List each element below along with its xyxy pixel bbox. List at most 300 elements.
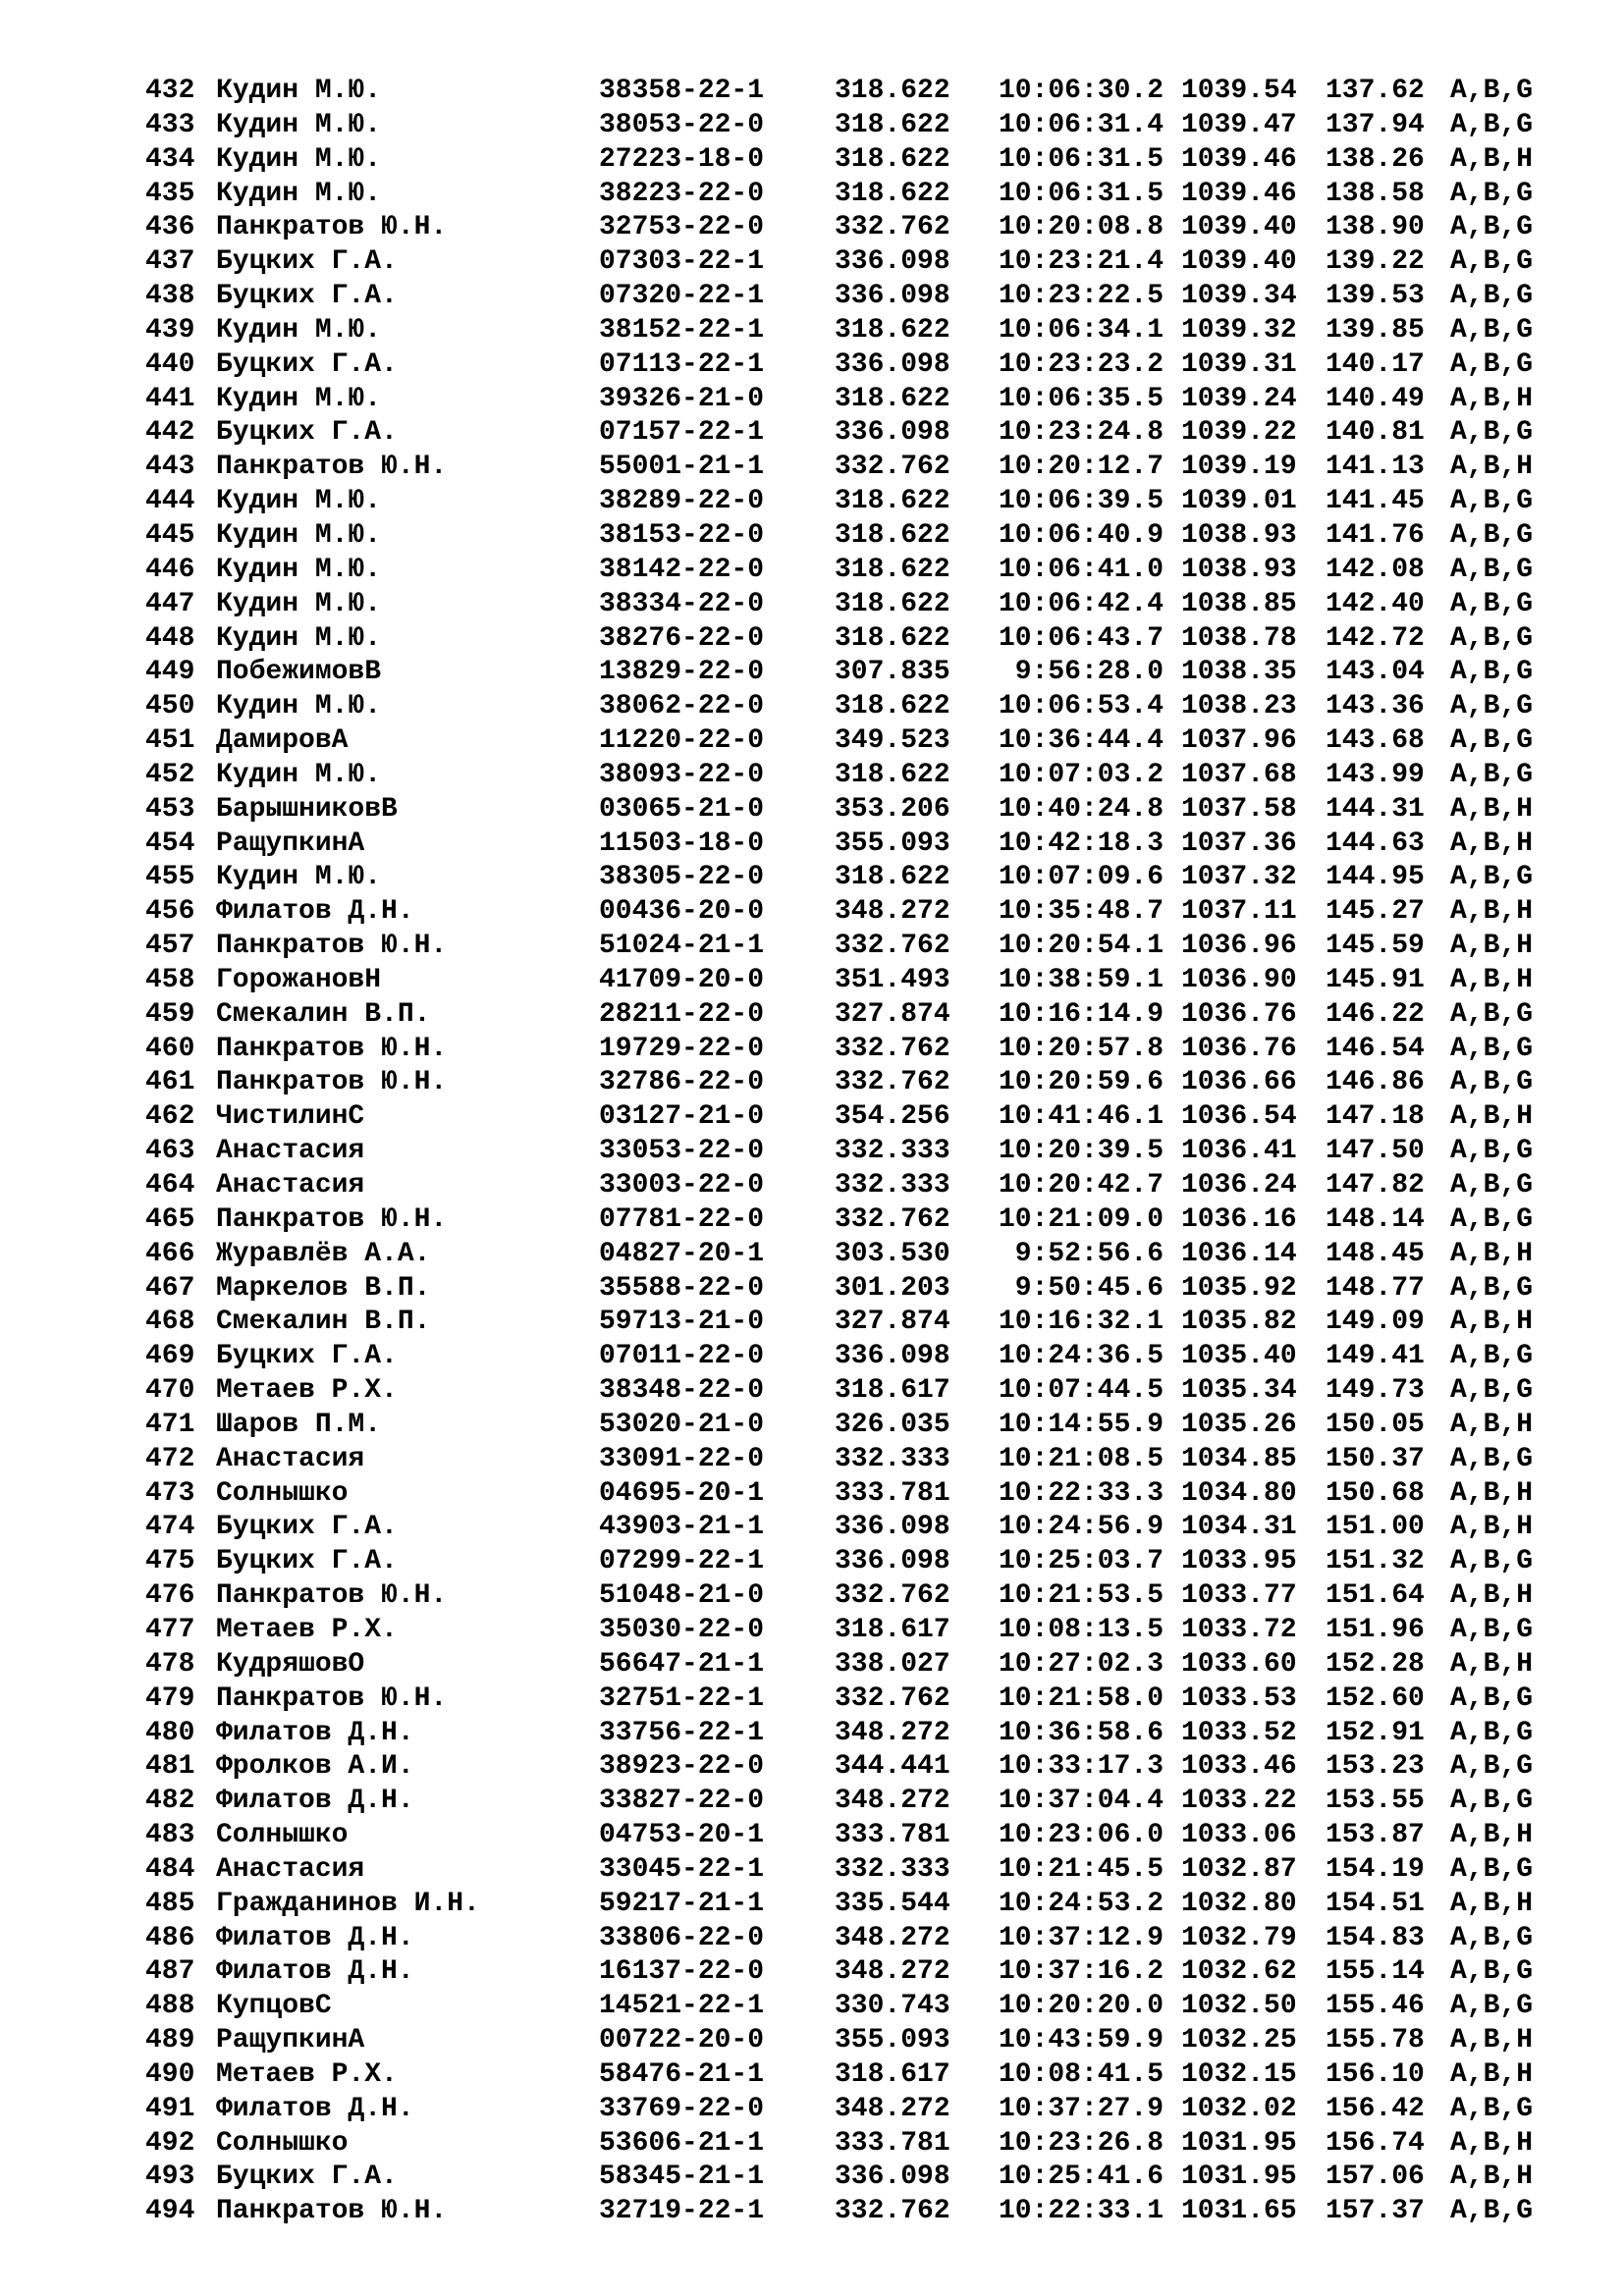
participant-name: Панкратов Ю.Н. (216, 452, 448, 483)
flags-cell: A,B,G (1450, 2093, 1534, 2124)
table-row (0, 1306, 1624, 1340)
table-row (0, 1477, 1624, 1512)
registration-code: 07303-22-1 (599, 246, 765, 278)
time-cell: 10:20:42.7 (998, 1170, 1164, 1201)
row-number: 438 (145, 281, 195, 312)
time-cell: 10:06:30.2 (998, 76, 1164, 106)
azimuth-cell: 142.08 (1326, 554, 1425, 585)
registration-code: 38276-22-0 (599, 622, 765, 654)
distance-cell: 1035.34 (1181, 1375, 1297, 1407)
participant-name: Метаев Р.Х. (216, 2058, 398, 2090)
value-cell: 318.622 (835, 588, 950, 619)
flags-cell: A,B,G (1450, 862, 1534, 893)
flags-cell: A,B,G (1450, 178, 1534, 209)
azimuth-cell: 145.59 (1326, 931, 1425, 962)
participant-name: Буцких Г.А. (216, 1341, 398, 1372)
azimuth-cell: 154.51 (1326, 1888, 1425, 1919)
time-cell: 10:06:34.1 (998, 314, 1164, 346)
registration-code: 38358-22-1 (599, 76, 765, 106)
azimuth-cell: 144.95 (1326, 862, 1425, 893)
azimuth-cell: 147.50 (1326, 1136, 1425, 1167)
time-cell: 10:20:54.1 (998, 931, 1164, 962)
distance-cell: 1031.95 (1181, 2127, 1297, 2159)
flags-cell: A,B,G (1450, 691, 1534, 722)
participant-name: Панкратов Ю.Н. (216, 1067, 448, 1098)
time-cell: 10:24:36.5 (998, 1341, 1164, 1372)
registration-code: 38152-22-1 (599, 314, 765, 346)
table-row (0, 1340, 1624, 1374)
row-number: 464 (145, 1170, 195, 1201)
participant-name: Филатов Д.Н. (216, 1786, 414, 1817)
azimuth-cell: 143.68 (1326, 725, 1425, 757)
flags-cell: A,B,H (1450, 931, 1534, 962)
distance-cell: 1032.15 (1181, 2058, 1297, 2090)
flags-cell: A,B,H (1450, 896, 1534, 928)
participant-name: Кудин М.Ю. (216, 862, 382, 893)
flags-cell: A,B,G (1450, 1751, 1534, 1783)
registration-code: 33053-22-0 (599, 1136, 765, 1167)
time-cell: 10:37:27.9 (998, 2093, 1164, 2124)
distance-cell: 1039.47 (1181, 109, 1297, 140)
participant-name: Кудин М.Ю. (216, 554, 382, 585)
distance-cell: 1033.22 (1181, 1786, 1297, 1817)
time-cell: 10:23:26.8 (998, 2127, 1164, 2159)
time-cell: 10:06:43.7 (998, 622, 1164, 654)
value-cell: 348.272 (835, 1786, 950, 1817)
registration-code: 38348-22-0 (599, 1375, 765, 1407)
time-cell: 10:07:09.6 (998, 862, 1164, 893)
registration-code: 13829-22-0 (599, 657, 765, 688)
flags-cell: A,B,G (1450, 519, 1534, 551)
flags-cell: A,B,G (1450, 1922, 1534, 1953)
participant-name: Маркелов В.П. (216, 1272, 431, 1304)
registration-code: 59217-21-1 (599, 1888, 765, 1919)
azimuth-cell: 156.74 (1326, 2127, 1425, 2159)
azimuth-cell: 152.91 (1326, 1717, 1425, 1748)
table-row (0, 998, 1624, 1033)
table-row (0, 383, 1624, 417)
distance-cell: 1039.34 (1181, 281, 1297, 312)
table-row (0, 143, 1624, 178)
value-cell: 332.333 (835, 1136, 950, 1167)
row-number: 457 (145, 931, 195, 962)
distance-cell: 1038.35 (1181, 657, 1297, 688)
distance-cell: 1036.66 (1181, 1067, 1297, 1098)
azimuth-cell: 140.49 (1326, 383, 1425, 414)
registration-code: 35030-22-0 (599, 1614, 765, 1645)
time-cell: 10:08:13.5 (998, 1614, 1164, 1645)
azimuth-cell: 151.32 (1326, 1546, 1425, 1577)
time-cell: 10:24:56.9 (998, 1512, 1164, 1543)
flags-cell: A,B,H (1450, 1307, 1534, 1338)
time-cell: 10:23:06.0 (998, 1820, 1164, 1851)
table-row (0, 2127, 1624, 2162)
table-row (0, 1717, 1624, 1751)
azimuth-cell: 138.58 (1326, 178, 1425, 209)
registration-code: 33756-22-1 (599, 1717, 765, 1748)
flags-cell: A,B,G (1450, 1067, 1534, 1098)
distance-cell: 1037.11 (1181, 896, 1297, 928)
participant-name: Кудин М.Ю. (216, 588, 382, 619)
row-number: 467 (145, 1272, 195, 1304)
row-number: 470 (145, 1375, 195, 1407)
flags-cell: A,B,G (1450, 281, 1534, 312)
table-row (0, 280, 1624, 314)
flags-cell: A,B,G (1450, 588, 1534, 619)
table-row (0, 1272, 1624, 1307)
azimuth-cell: 146.86 (1326, 1067, 1425, 1098)
row-number: 484 (145, 1853, 195, 1885)
row-number: 466 (145, 1238, 195, 1269)
distance-cell: 1033.77 (1181, 1580, 1297, 1612)
registration-code: 27223-18-0 (599, 143, 765, 175)
time-cell: 10:06:42.4 (998, 588, 1164, 619)
registration-code: 33045-22-1 (599, 1853, 765, 1885)
participant-name: Кудин М.Ю. (216, 486, 382, 517)
time-cell: 10:21:45.5 (998, 1853, 1164, 1885)
time-cell: 10:20:39.5 (998, 1136, 1164, 1167)
flags-cell: A,B,H (1450, 793, 1534, 825)
flags-cell: A,B,H (1450, 1477, 1534, 1509)
flags-cell: A,B,G (1450, 1614, 1534, 1645)
registration-code: 41709-20-0 (599, 964, 765, 995)
registration-code: 11503-18-0 (599, 828, 765, 859)
time-cell: 10:24:53.2 (998, 1888, 1164, 1919)
participant-name: Буцких Г.А. (216, 417, 398, 449)
time-cell: 10:23:23.2 (998, 348, 1164, 380)
distance-cell: 1037.36 (1181, 828, 1297, 859)
participant-name: ГорожановН (216, 964, 382, 995)
participant-name: Филатов Д.Н. (216, 896, 414, 928)
flags-cell: A,B,G (1450, 1203, 1534, 1235)
value-cell: 332.762 (835, 1580, 950, 1612)
distance-cell: 1038.78 (1181, 622, 1297, 654)
registration-code: 56647-21-1 (599, 1648, 765, 1680)
distance-cell: 1036.24 (1181, 1170, 1297, 1201)
distance-cell: 1036.54 (1181, 1101, 1297, 1133)
row-number: 463 (145, 1136, 195, 1167)
table-row (0, 1545, 1624, 1579)
value-cell: 336.098 (835, 281, 950, 312)
distance-cell: 1032.62 (1181, 1956, 1297, 1988)
row-number: 494 (145, 2196, 195, 2227)
registration-code: 35588-22-0 (599, 1272, 765, 1304)
time-cell: 10:35:48.7 (998, 896, 1164, 928)
time-cell: 10:21:58.0 (998, 1682, 1164, 1714)
table-row (0, 1648, 1624, 1682)
table-row (0, 245, 1624, 280)
flags-cell: A,B,H (1450, 1101, 1534, 1133)
row-number: 455 (145, 862, 195, 893)
table-row (0, 1066, 1624, 1100)
value-cell: 318.622 (835, 383, 950, 414)
value-cell: 335.544 (835, 1888, 950, 1919)
participant-name: Панкратов Ю.Н. (216, 1580, 448, 1612)
time-cell: 10:20:57.8 (998, 1033, 1164, 1064)
registration-code: 58345-21-1 (599, 2162, 765, 2193)
flags-cell: A,B,G (1450, 76, 1534, 106)
value-cell: 332.333 (835, 1853, 950, 1885)
value-cell: 303.530 (835, 1238, 950, 1269)
registration-code: 28211-22-0 (599, 998, 765, 1030)
time-cell: 10:33:17.3 (998, 1751, 1164, 1783)
time-cell: 10:20:20.0 (998, 1991, 1164, 2022)
table-row (0, 1888, 1624, 1922)
table-row (0, 1682, 1624, 1717)
flags-cell: A,B,G (1450, 486, 1534, 517)
row-number: 452 (145, 759, 195, 790)
participant-name: Панкратов Ю.Н. (216, 212, 448, 243)
participant-name: Кудин М.Ю. (216, 314, 382, 346)
flags-cell: A,B,H (1450, 828, 1534, 859)
flags-cell: A,B,G (1450, 725, 1534, 757)
table-row (0, 930, 1624, 964)
time-cell: 10:06:31.4 (998, 109, 1164, 140)
time-cell: 10:23:21.4 (998, 246, 1164, 278)
azimuth-cell: 151.00 (1326, 1512, 1425, 1543)
participant-name: Буцких Г.А. (216, 348, 398, 380)
participant-name: Метаев Р.Х. (216, 1375, 398, 1407)
participant-name: Кудин М.Ю. (216, 178, 382, 209)
table-row (0, 1922, 1624, 1956)
time-cell: 9:56:28.0 (1014, 657, 1164, 688)
azimuth-cell: 155.78 (1326, 2025, 1425, 2056)
registration-code: 04827-20-1 (599, 1238, 765, 1269)
participant-name: Панкратов Ю.Н. (216, 1682, 448, 1714)
registration-code: 38305-22-0 (599, 862, 765, 893)
distance-cell: 1033.46 (1181, 1751, 1297, 1783)
registration-code: 19729-22-0 (599, 1033, 765, 1064)
time-cell: 9:50:45.6 (1014, 1272, 1164, 1304)
value-cell: 318.622 (835, 862, 950, 893)
time-cell: 10:06:31.5 (998, 143, 1164, 175)
time-cell: 10:22:33.3 (998, 1477, 1164, 1509)
registration-code: 43903-21-1 (599, 1512, 765, 1543)
distance-cell: 1033.06 (1181, 1820, 1297, 1851)
time-cell: 10:37:12.9 (998, 1922, 1164, 1953)
time-cell: 10:43:59.9 (998, 2025, 1164, 2056)
row-number: 434 (145, 143, 195, 175)
table-row (0, 451, 1624, 485)
flags-cell: A,B,G (1450, 348, 1534, 380)
value-cell: 318.622 (835, 143, 950, 175)
table-row (0, 793, 1624, 828)
table-row (0, 2161, 1624, 2195)
value-cell: 355.093 (835, 2025, 950, 2056)
azimuth-cell: 150.37 (1326, 1443, 1425, 1474)
row-number: 465 (145, 1203, 195, 1235)
table-row (0, 554, 1624, 588)
registration-code: 33091-22-0 (599, 1443, 765, 1474)
value-cell: 355.093 (835, 828, 950, 859)
table-row (0, 690, 1624, 724)
participant-name: Филатов Д.Н. (216, 2093, 414, 2124)
distance-cell: 1037.58 (1181, 793, 1297, 825)
azimuth-cell: 155.14 (1326, 1956, 1425, 1988)
flags-cell: A,B,G (1450, 1853, 1534, 1885)
table-row (0, 1374, 1624, 1409)
row-number: 450 (145, 691, 195, 722)
row-number: 440 (145, 348, 195, 380)
participant-name: Анастасия (216, 1170, 365, 1201)
value-cell: 332.333 (835, 1170, 950, 1201)
table-row (0, 314, 1624, 348)
value-cell: 318.622 (835, 178, 950, 209)
value-cell: 348.272 (835, 1956, 950, 1988)
participant-name: Смекалин В.П. (216, 998, 431, 1030)
table-row (0, 1135, 1624, 1169)
distance-cell: 1039.46 (1181, 143, 1297, 175)
value-cell: 318.622 (835, 486, 950, 517)
value-cell: 318.622 (835, 76, 950, 106)
value-cell: 332.762 (835, 212, 950, 243)
flags-cell: A,B,H (1450, 1512, 1534, 1543)
row-number: 443 (145, 452, 195, 483)
distance-cell: 1038.85 (1181, 588, 1297, 619)
table-row (0, 2195, 1624, 2229)
flags-cell: A,B,H (1450, 2058, 1534, 2090)
row-number: 453 (145, 793, 195, 825)
value-cell: 348.272 (835, 1717, 950, 1748)
participant-name: БарышниковВ (216, 793, 398, 825)
registration-code: 38153-22-0 (599, 519, 765, 551)
registration-code: 07113-22-1 (599, 348, 765, 380)
azimuth-cell: 140.17 (1326, 348, 1425, 380)
registration-code: 38223-22-0 (599, 178, 765, 209)
distance-cell: 1036.76 (1181, 1033, 1297, 1064)
row-number: 492 (145, 2127, 195, 2159)
azimuth-cell: 150.05 (1326, 1409, 1425, 1440)
flags-cell: A,B,G (1450, 1786, 1534, 1817)
value-cell: 318.622 (835, 691, 950, 722)
row-number: 475 (145, 1546, 195, 1577)
row-number: 437 (145, 246, 195, 278)
distance-cell: 1039.31 (1181, 348, 1297, 380)
registration-code: 51024-21-1 (599, 931, 765, 962)
flags-cell: A,B,G (1450, 622, 1534, 654)
row-number: 435 (145, 178, 195, 209)
row-number: 445 (145, 519, 195, 551)
row-number: 456 (145, 896, 195, 928)
flags-cell: A,B,H (1450, 1409, 1534, 1440)
flags-cell: A,B,H (1450, 452, 1534, 483)
registration-code: 07157-22-1 (599, 417, 765, 449)
participant-name: Панкратов Ю.Н. (216, 2196, 448, 2227)
value-cell: 301.203 (835, 1272, 950, 1304)
table-row (0, 348, 1624, 383)
table-row (0, 828, 1624, 862)
registration-code: 38289-22-0 (599, 486, 765, 517)
time-cell: 10:37:04.4 (998, 1786, 1164, 1817)
flags-cell: A,B,H (1450, 2162, 1534, 2193)
distance-cell: 1032.79 (1181, 1922, 1297, 1953)
distance-cell: 1039.46 (1181, 178, 1297, 209)
azimuth-cell: 148.14 (1326, 1203, 1425, 1235)
flags-cell: A,B,G (1450, 246, 1534, 278)
time-cell: 10:06:31.5 (998, 178, 1164, 209)
participant-name: Кудин М.Ю. (216, 76, 382, 106)
time-cell: 10:06:41.0 (998, 554, 1164, 585)
time-cell: 10:36:44.4 (998, 725, 1164, 757)
row-number: 447 (145, 588, 195, 619)
distance-cell: 1035.82 (1181, 1307, 1297, 1338)
row-number: 483 (145, 1820, 195, 1851)
row-number: 469 (145, 1341, 195, 1372)
distance-cell: 1037.68 (1181, 759, 1297, 790)
azimuth-cell: 151.96 (1326, 1614, 1425, 1645)
participant-name: Филатов Д.Н. (216, 1717, 414, 1748)
flags-cell: A,B,G (1450, 109, 1534, 140)
value-cell: 318.622 (835, 554, 950, 585)
table-row (0, 1100, 1624, 1135)
distance-cell: 1036.41 (1181, 1136, 1297, 1167)
participant-name: Панкратов Ю.Н. (216, 1033, 448, 1064)
value-cell: 332.762 (835, 1203, 950, 1235)
row-number: 451 (145, 725, 195, 757)
azimuth-cell: 139.22 (1326, 246, 1425, 278)
registration-code: 32753-22-0 (599, 212, 765, 243)
azimuth-cell: 149.41 (1326, 1341, 1425, 1372)
table-row (0, 1511, 1624, 1545)
flags-cell: A,B,G (1450, 1546, 1534, 1577)
registration-code: 07320-22-1 (599, 281, 765, 312)
value-cell: 318.622 (835, 314, 950, 346)
row-number: 472 (145, 1443, 195, 1474)
distance-cell: 1039.54 (1181, 76, 1297, 106)
flags-cell: A,B,G (1450, 2196, 1534, 2227)
flags-cell: A,B,H (1450, 1580, 1534, 1612)
table-row (0, 1238, 1624, 1272)
row-number: 446 (145, 554, 195, 585)
distance-cell: 1039.01 (1181, 486, 1297, 517)
distance-cell: 1039.24 (1181, 383, 1297, 414)
time-cell: 10:07:03.2 (998, 759, 1164, 790)
participant-name: Панкратов Ю.Н. (216, 931, 448, 962)
value-cell: 332.762 (835, 1682, 950, 1714)
row-number: 491 (145, 2093, 195, 2124)
value-cell: 354.256 (835, 1101, 950, 1133)
table-row (0, 485, 1624, 519)
registration-code: 32786-22-0 (599, 1067, 765, 1098)
registration-code: 53606-21-1 (599, 2127, 765, 2159)
distance-cell: 1033.95 (1181, 1546, 1297, 1577)
distance-cell: 1033.53 (1181, 1682, 1297, 1714)
row-number: 444 (145, 486, 195, 517)
row-number: 476 (145, 1580, 195, 1612)
value-cell: 318.622 (835, 622, 950, 654)
row-number: 477 (145, 1614, 195, 1645)
time-cell: 10:21:08.5 (998, 1443, 1164, 1474)
row-number: 459 (145, 998, 195, 1030)
distance-cell: 1032.25 (1181, 2025, 1297, 2056)
table-row (0, 1853, 1624, 1888)
azimuth-cell: 157.06 (1326, 2162, 1425, 2193)
row-number: 474 (145, 1512, 195, 1543)
registration-code: 38334-22-0 (599, 588, 765, 619)
distance-cell: 1033.52 (1181, 1717, 1297, 1748)
table-row (0, 861, 1624, 895)
table-row (0, 1990, 1624, 2024)
distance-cell: 1037.96 (1181, 725, 1297, 757)
flags-cell: A,B,G (1450, 759, 1534, 790)
table-row (0, 759, 1624, 793)
value-cell: 336.098 (835, 1512, 950, 1543)
time-cell: 10:06:39.5 (998, 486, 1164, 517)
distance-cell: 1039.22 (1181, 417, 1297, 449)
table-row (0, 1443, 1624, 1477)
azimuth-cell: 146.54 (1326, 1033, 1425, 1064)
table-row (0, 656, 1624, 690)
